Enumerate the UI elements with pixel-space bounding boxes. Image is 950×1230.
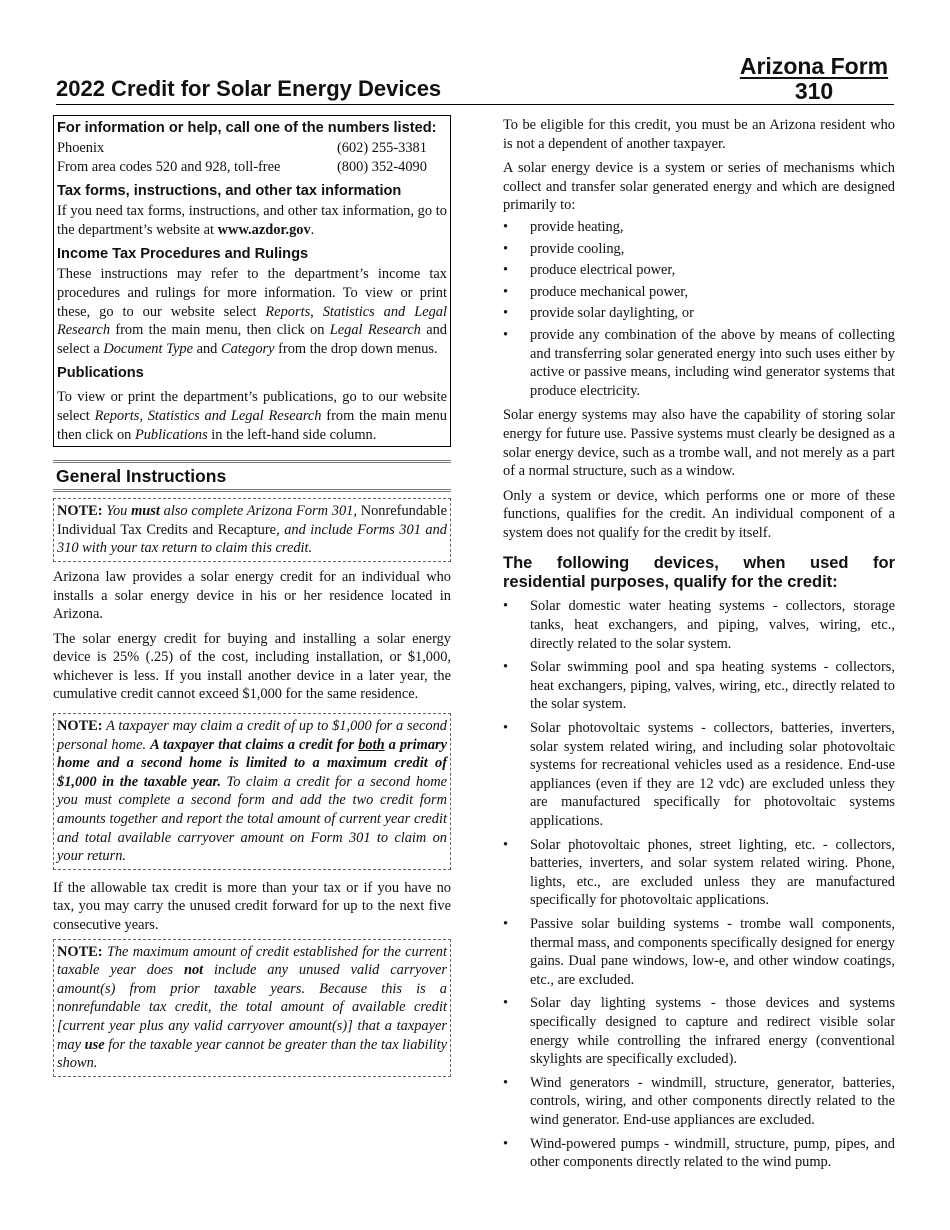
procedures-heading: Income Tax Procedures and Rulings	[57, 246, 309, 263]
phone-row-tollfree	[57, 158, 447, 177]
carryforward-paragraph: If the allowable tax credit is more than your tax or if you have no tax, you may carry the unused credit forward for up to the next five consecutive years.	[53, 879, 451, 933]
qualifying-devices-heading: The following devices, when used for residential purposes, qualify for the credit:	[503, 554, 895, 592]
list-item: • produce electrical power,	[503, 261, 895, 280]
list-item: • produce mechanical power,	[503, 283, 895, 302]
tax-forms-heading: Tax forms, instructions, and other tax information	[57, 183, 402, 200]
page-title: 2022 Credit for Solar Energy Devices	[56, 76, 442, 101]
definition-paragraph: A solar energy device is a system or series of mechanisms which collect and transfer solar generated energy and which are designed primarily to:	[503, 160, 895, 214]
phone-label: Phoenix	[57, 140, 105, 156]
website-link[interactable]: www.azdor.gov	[217, 221, 311, 238]
eligibility-paragraph: To be eligible for this credit, you must be an Arizona resident who is not a dependent of another taxpayer.	[503, 117, 895, 152]
procedures-text: These instructions may refer to the department’s income tax procedures and rulings for more information. To view or print these, go to our website select Reports, Statistics and Legal Research from the main menu, then click on Legal Research and select a Document Type and Category from the drop down menus.	[57, 266, 448, 357]
device-list	[503, 597, 895, 1171]
credit-amount-paragraph: The solar energy credit for buying and installing a solar energy device is 25% (.25) of the cost, including installation, or $1,000, whichever is less. If you install another device in a later year, the cumulative credit cannot exceed $1,000 for the same residence.	[53, 630, 451, 703]
list-item: • provide heating,	[503, 218, 895, 237]
purpose-list	[503, 218, 895, 400]
only-paragraph: Only a system or device, which performs one or more of these functions, qualifies for the credit. An individual component of a system does not qualify for the credit by itself.	[503, 487, 895, 541]
phone-number: (602) 255-3381	[337, 140, 427, 156]
title-divider	[56, 104, 894, 105]
form-label: Arizona Form	[739, 53, 889, 79]
note-form-301: NOTE: You must also complete Arizona Form 301, Nonrefundable Individual Tax Credits and Recapture, and include Forms 301 and 310 with your tax return to claim this credit.	[53, 498, 451, 562]
list-item: • Wind generators - windmill, structure, generator, batteries, controls, wiring, and other components directly related to the wind generator. End-use appliances are excluded.	[503, 1074, 895, 1130]
list-item: • provide solar daylighting, or	[503, 304, 895, 323]
note-maximum-credit: NOTE: The maximum amount of credit established for the current taxable year does not include any unused valid carryover amount(s) from prior taxable years. Because this is a nonrefundable tax credit, the total amount of available credit [current year plus any valid carryover amount(s)] that a taxpayer may use for the taxable year cannot be greater than the tax liability shown.	[53, 939, 451, 1077]
info-box	[53, 115, 451, 447]
list-item: • Solar photovoltaic systems - collectors, batteries, inverters, solar system related wiring, and including solar photovoltaic systems for recreational vehicles used as a residence. End-use appliances (even if they are 12 vdc) are excluded unless they are manufactured specifically for photovoltaic systems applications.	[503, 719, 895, 831]
form-code: 310	[794, 78, 834, 104]
publications-text: To view or print the department’s publications, go to our website select Reports, Statistics and Legal Research from the main menu then click on Publications in the left-hand side column.	[57, 389, 447, 443]
phone-row-phoenix	[57, 139, 447, 158]
list-item: • Solar domestic water heating systems - collectors, storage tanks, heat exchangers, and piping, valves, wiring, etc., directly related to the solar system.	[503, 597, 895, 653]
list-item: • Wind-powered pumps - windmill, structure, pump, pipes, and other components directly related to the wind pump.	[503, 1135, 895, 1172]
left-column	[53, 115, 451, 1077]
info-heading: For information or help, call one of the numbers listed:	[57, 120, 437, 136]
list-item: • Solar day lighting systems - those devices and systems specifically designed to capture and redirect visible solar energy while controlling the infrared energy (conventional skylights are specifically excluded).	[503, 994, 895, 1068]
note-second-home: NOTE: A taxpayer may claim a credit of up to $1,000 for a second personal home. A taxpayer that claims a credit for both a primary home and a second home is limited to a maximum credit of $1,000 in the taxable year. To claim a credit for a second home you must complete a second form and add the two credit form amounts together and report the total amount of current year credit and total available carryover amount on Form 301 to claim on your return.	[53, 713, 451, 870]
list-item: • Solar swimming pool and spa heating systems - collectors, heat exchangers, piping, valves, wiring, etc., directly related to the solar system.	[503, 658, 895, 714]
form-number	[734, 54, 894, 104]
law-paragraph: Arizona law provides a solar energy credit for an individual who installs a solar energy device in his or her residence located in Arizona.	[53, 568, 451, 623]
list-item: • provide cooling,	[503, 240, 895, 259]
phone-label: From area codes 520 and 928, toll-free	[57, 158, 281, 175]
right-column	[503, 116, 895, 1172]
storage-paragraph: Solar energy systems may also have the capability of storing solar energy for future use. Passive systems must clearly be designed as a solar energy device, such as a trombe wall, and not merely as a part of a normal structure, such as a window.	[503, 407, 895, 480]
phone-number: (800) 352-4090	[337, 158, 427, 175]
list-item: • Passive solar building systems - trombe wall components, thermal mass, and components specifically designed for energy gains. Dual pane windows, low-e, and other window coatings, etc., are excluded.	[503, 915, 895, 989]
list-item: • provide any combination of the above by means of collecting and transferring solar generated energy into such uses either by active or passive means, including wind generator systems that produce electricity.	[503, 326, 895, 400]
publications-heading: Publications	[57, 365, 144, 382]
list-item: • Solar photovoltaic phones, street lighting, etc. - collectors, batteries, inverters, and solar system related wiring. Phone, lights, etc., are excluded unless they are manufactured specifically for photovoltaic applications.	[503, 836, 895, 910]
general-instructions-heading: General Instructions	[53, 460, 451, 492]
tax-forms-text: If you need tax forms, instructions, and other tax information, go to the department’s website at www.azdor.gov.	[57, 203, 447, 238]
